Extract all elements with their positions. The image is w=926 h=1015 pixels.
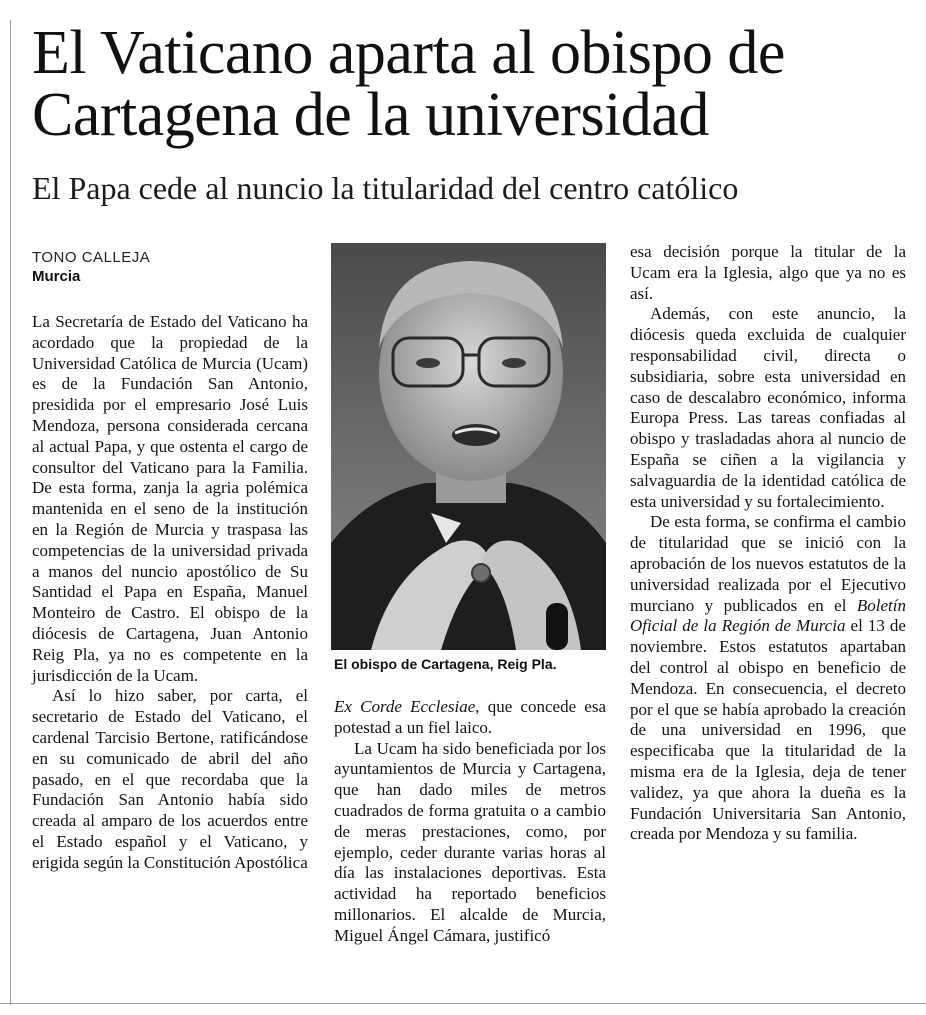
byline-city: Murcia — [32, 268, 81, 285]
italic-title: Ex Corde Ecclesiae — [334, 697, 476, 716]
paragraph-text: , que concede esa potestad a un fiel laico. — [334, 697, 606, 737]
bishop-portrait-image — [331, 243, 606, 650]
byline-author: TONO CALLEJA — [32, 249, 151, 266]
italic-title: Boletín Oficial de la Región de Murcia — [630, 595, 906, 636]
paragraph — [334, 697, 606, 739]
paragraph: La Ucam ha sido beneficiada por los ayuntamientos de Murcia y Cartagena, que han dado miles de metros cuadrados de forma gratuita o a cambio de meras prestaciones, como, por ejemplo, ceder durante varias horas al día las instalaciones deportivas. Esta actividad ha reportado beneficios millonarios. El alcalde de Murcia, Miguel Ángel Cámara, justificó — [334, 738, 606, 945]
bishop-photo — [331, 243, 606, 650]
paragraph-text: el 13 de noviembre. Estos estatutos apartaban del control al obispo en beneficio de Mendoza. En consecuencia, el decreto por el que se había aprobado la creación de una universidad en 1996, que especificaba que la titularidad de la misma era de la Iglesia, deja de tener validez, ya que ahora la dueña es la Fundación Universitaria San Antonio, creada por Mendoza y su familia. — [630, 616, 906, 844]
headline: El Vaticano aparta al obispo de Cartagena de la universidad — [32, 19, 785, 149]
subheadline: El Papa cede al nuncio la titularidad del centro católico — [32, 170, 739, 206]
paragraph-text: De esta forma, se confirma el cambio de titularidad que se inició con la aprobación de los nuevos estatutos de la universidad realizada por el Ejecutivo murciano y publicados en el — [630, 512, 906, 615]
photo-caption: El obispo de Cartagena, Reig Pla. — [334, 656, 557, 672]
paragraph: Además, con este anuncio, la diócesis queda excluida de cualquier responsabilidad civil, directa o subsidiaria, sobre esta universidad en caso de descalabro económico, informa Europa Press. Las tareas confiadas al obispo y trasladadas ahora al nuncio de España se ciñen a la vigilancia y salvaguardia de la identidad católica de esta universidad y su fortalecimiento. — [630, 304, 906, 511]
paragraph: La Secretaría de Estado del Vaticano ha acordado que la propiedad de la Universidad Católica de Murcia (Ucam) es de la Fundación San Antonio, presidida por el empresario José Luis Mendoza, persona considerada cercana al actual Papa, y que ostenta el cargo de consultor del Vaticano para la Familia. De esta forma, zanja la agria polémica mantenida en el seno de la institución en la Región de Murcia y traspasa las competencias de la universidad privada a manos del nuncio apostólico de Su Santidad el Papa en España, Manuel Monteiro de Castro. El obispo de la diócesis de Cartagena, Juan Antonio Reig Pla, ya no es competente en la jurisdicción de la Ucam. — [32, 312, 308, 685]
column-3 — [630, 242, 906, 845]
paragraph: Así lo hizo saber, por carta, el secretario de Estado del Vaticano, el cardenal Tarcisio Bertone, ratificándose en su comunicado de abril del año pasado, en el que recordaba que la Fundación San Antonio había sido creada al amparo de los acuerdos entre el Estado español y el Vaticano, y erigida según la Constitución Apostólica — [32, 686, 308, 872]
column-1 — [32, 312, 308, 874]
column-2 — [334, 697, 606, 947]
paragraph — [630, 512, 906, 845]
left-column-rule — [10, 20, 11, 1005]
bottom-rule — [0, 1003, 926, 1004]
paragraph: esa decisión porque la titular de la Ucam era la Iglesia, algo que ya no es así. — [630, 242, 906, 303]
